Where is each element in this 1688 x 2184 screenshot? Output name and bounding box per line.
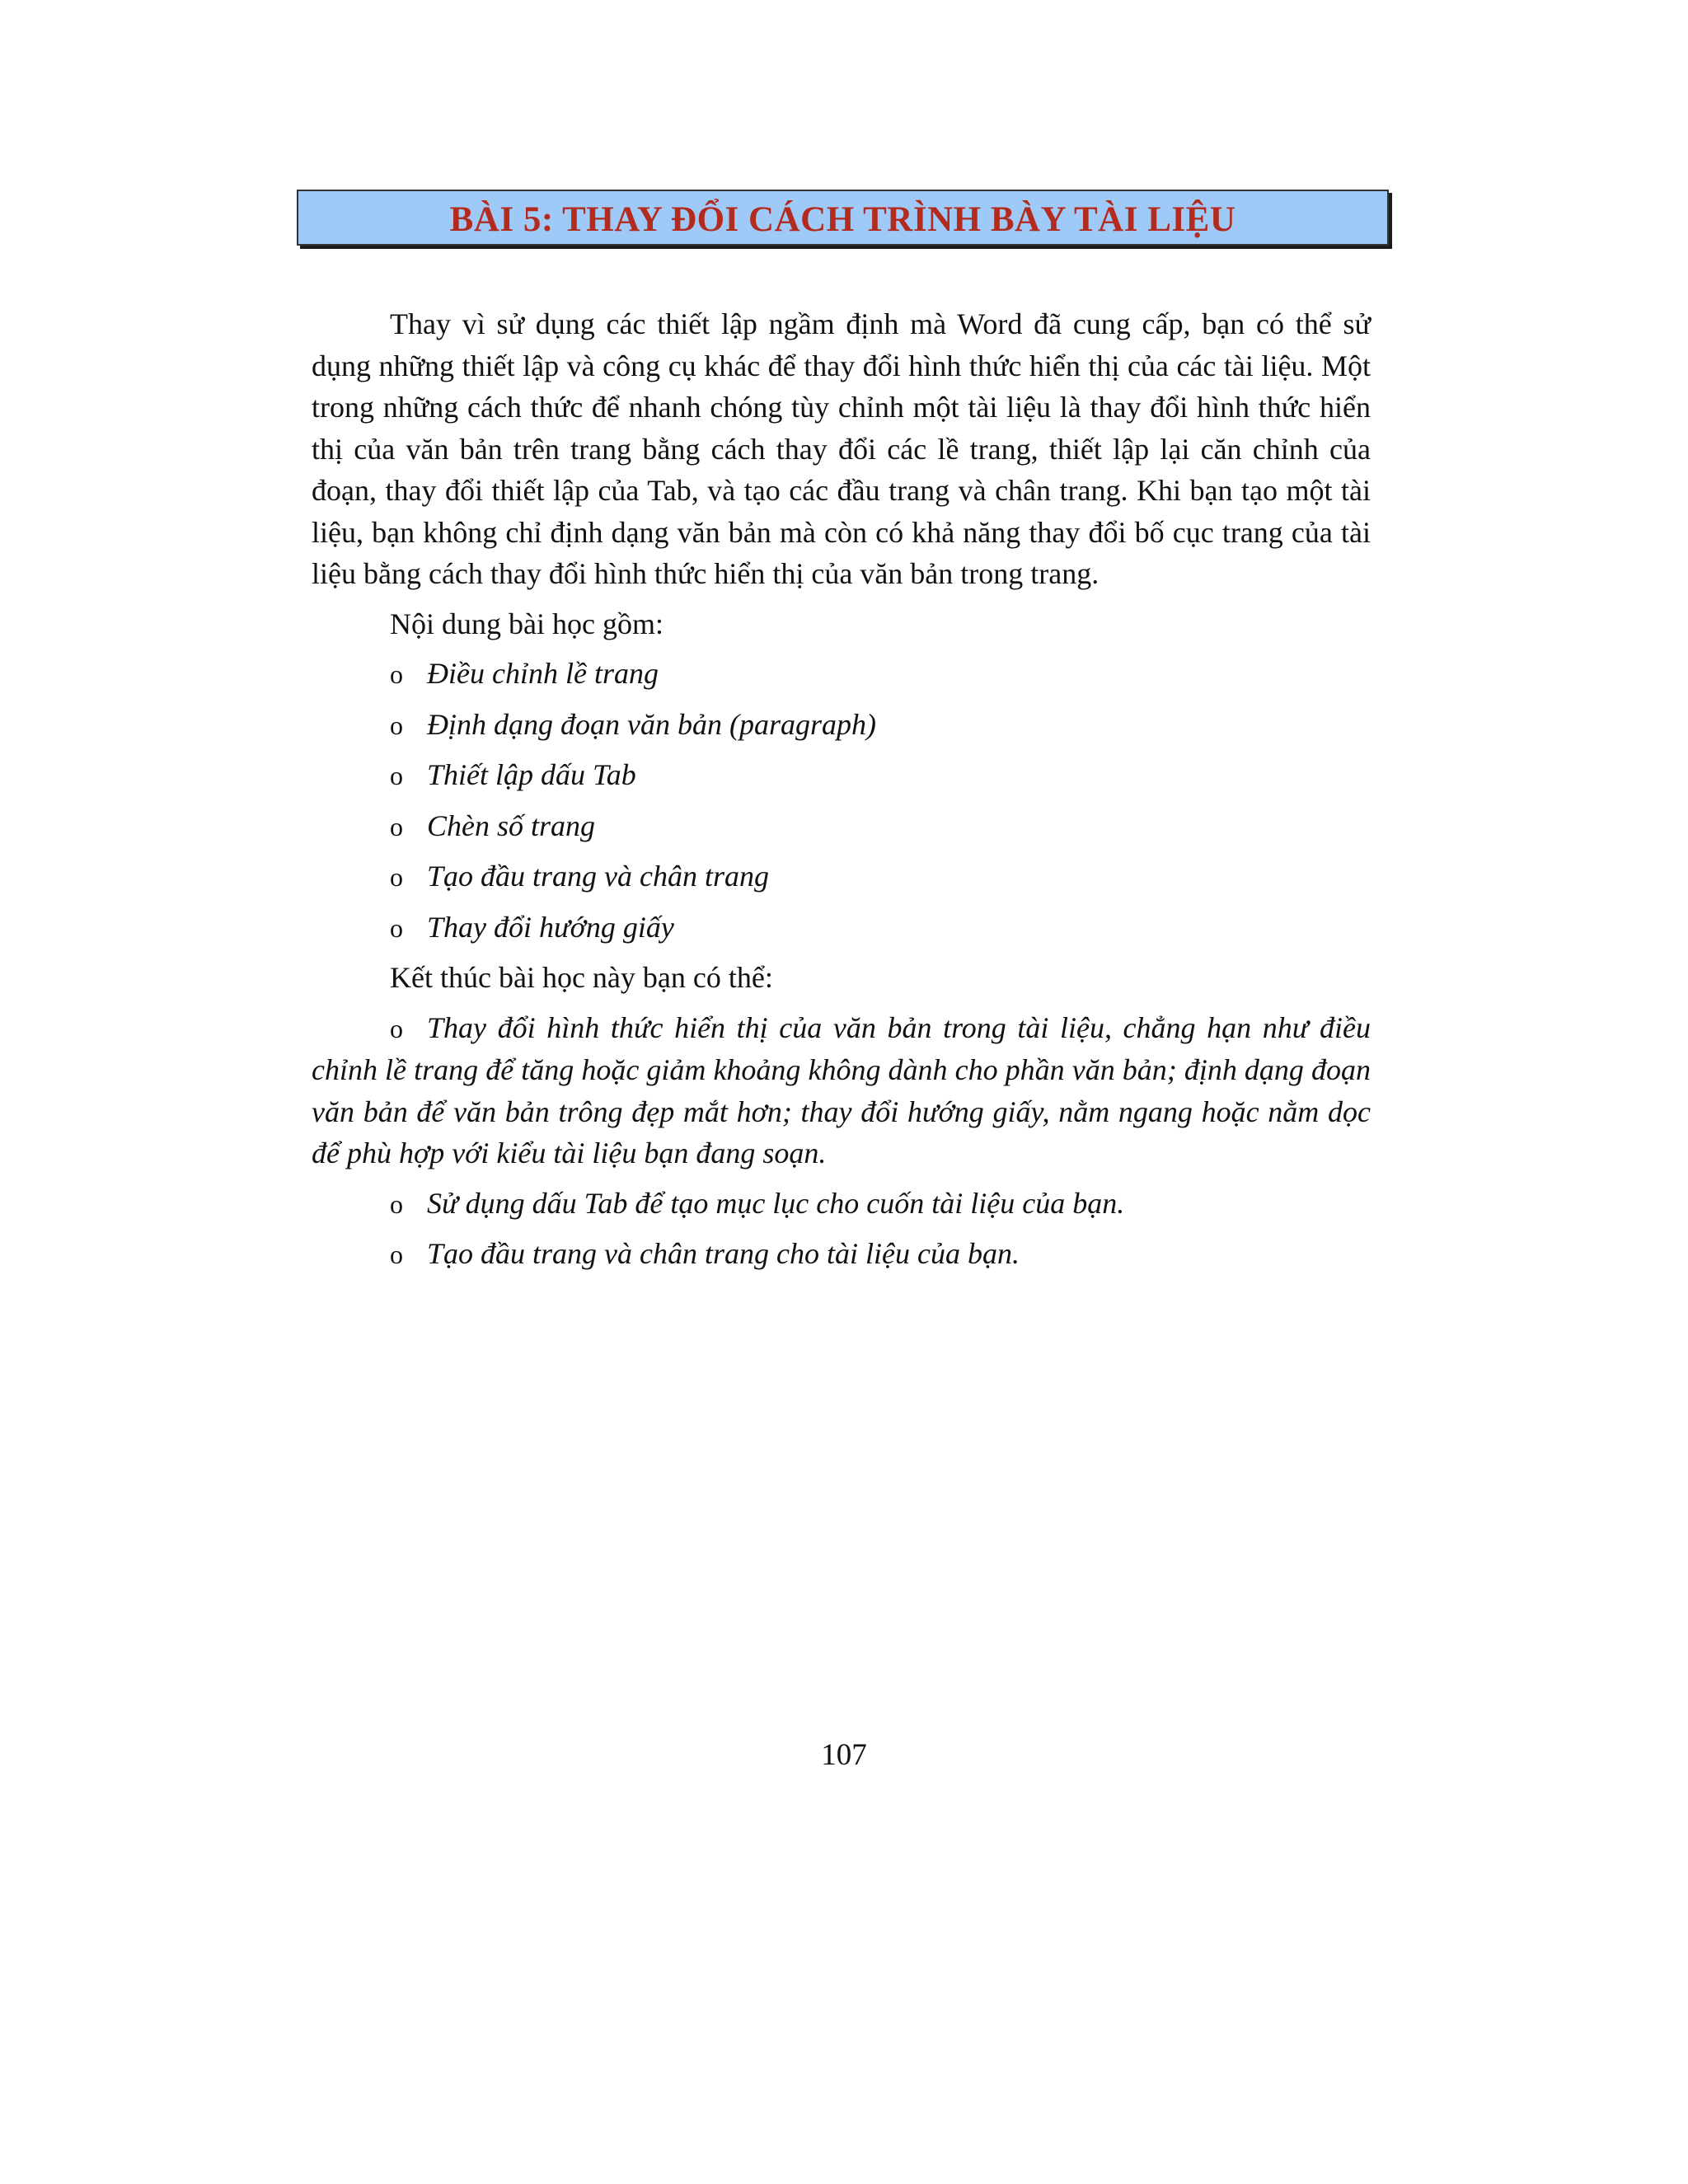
bullet-icon: o — [390, 1013, 403, 1043]
goal-item-long — [312, 1007, 1371, 1174]
list-item — [390, 1233, 1371, 1276]
goals-list — [312, 1183, 1371, 1276]
list-item-text: Định dạng đoạn văn bản (paragraph) — [427, 707, 876, 741]
list-item — [390, 855, 1371, 898]
list-item — [390, 653, 1371, 696]
list-item-text: Thiết lập dấu Tab — [427, 758, 636, 791]
list-item — [390, 805, 1371, 848]
list-item-text: Sử dụng dấu Tab để tạo mục lục cho cuốn tài liệu của bạn. — [427, 1186, 1125, 1220]
title-banner — [297, 190, 1389, 246]
list-item — [390, 754, 1371, 797]
intro-paragraph: Thay vì sử dụng các thiết lập ngầm định mà Word đã cung cấp, bạn có thể sử dụng những thiết lập và công cụ khác để thay đổi hình thức hiển thị của các tài liệu. Một trong những cách thức để nhanh chóng tùy chỉnh một tài liệu là thay đổi hình thức hiển thị của văn bản trên trang bằng cách thay đổi các lề trang, thiết lập lại căn chỉnh của đoạn, thay đổi thiết lập của Tab, và tạo các đầu trang và chân trang. Khi bạn tạo một tài liệu, bạn không chỉ định dạng văn bản mà còn có khả năng thay đổi bố cục trang của tài liệu bằng cách thay đổi hình thức hiển thị của văn bản trong trang. — [312, 307, 1371, 590]
page-title: BÀI 5: THAY ĐỔI CÁCH TRÌNH BÀY TÀI LIỆU — [449, 199, 1236, 239]
list-item-text: Thay đổi hình thức hiển thị của văn bản trong tài liệu, chẳng hạn như điều chỉnh lề trang để tăng hoặc giảm khoảng không dành cho phần văn bản; định dạng đoạn văn bản để văn bản trông đẹp mắt hơn; thay đổi hướng giấy, nằm ngang hoặc nằm dọc để phù hợp với kiểu tài liệu bạn đang soạn. — [312, 1010, 1371, 1169]
page-number: 107 — [821, 1738, 867, 1772]
bullet-icon: o — [390, 811, 403, 841]
contents-heading: Nội dung bài học gồm: — [390, 607, 663, 640]
bullet-icon: o — [390, 912, 403, 943]
bullet-icon: o — [390, 1188, 403, 1219]
list-item-text: Điều chỉnh lề trang — [427, 657, 659, 690]
list-item-text: Tạo đầu trang và chân trang — [427, 860, 770, 893]
list-item — [390, 907, 1371, 949]
bullet-icon: o — [390, 862, 403, 892]
list-item-text: Chèn số trang — [427, 808, 596, 842]
goals-heading: Kết thúc bài học này bạn có thể: — [390, 961, 773, 994]
list-item — [390, 704, 1371, 747]
list-item-text: Tạo đầu trang và chân trang cho tài liệu của bạn. — [427, 1237, 1020, 1270]
bullet-icon: o — [390, 710, 403, 740]
bullet-icon: o — [390, 761, 403, 790]
bullet-icon: o — [390, 1240, 403, 1269]
list-item-text: Thay đổi hướng giấy — [427, 910, 674, 944]
bullet-icon: o — [390, 659, 403, 689]
contents-list — [312, 653, 1371, 949]
list-item — [390, 1183, 1371, 1226]
document-body — [312, 303, 1371, 1284]
